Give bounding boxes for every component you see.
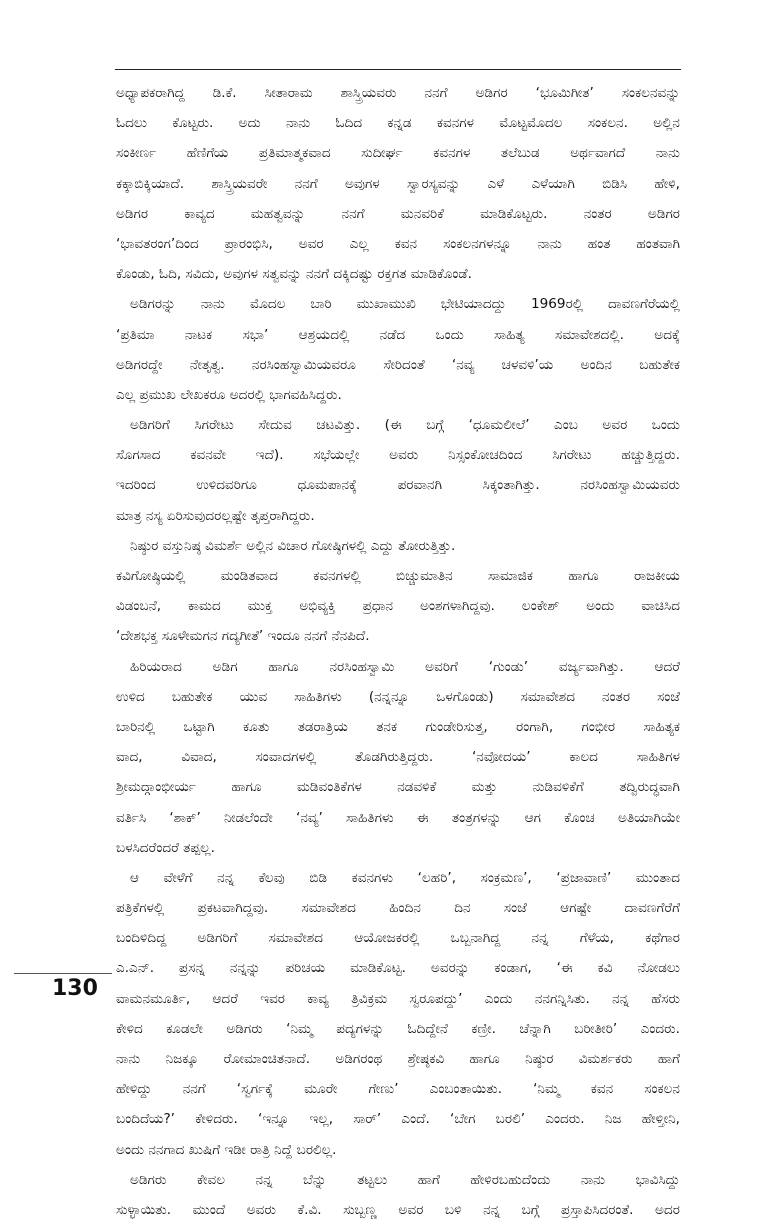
text-line: ಇದರಿಂದ ಉಳಿದವರಿಗೂ ಧೂಮಪಾನಕ್ಕೆ ಪರವಾನಗಿ ಸಿಕ್ಕಂತಾಗಿತ್ತು. ನರಸಿಂಹಸ್ವಾಮಿಯವರು [116, 477, 680, 494]
text-line: ಓದಲು ಕೊಟ್ಟರು. ಅದು ನಾನು ಓದಿದ ಕನ್ನಡ ಕವನಗಳ ಮೊಟ್ಟಮೊದಲ ಸಂಕಲನ. ಅಲ್ಲಿನ [116, 115, 680, 132]
text-line: ಸಂಕೀರ್ಣ ಹೆಣಿಗೆಯ ಪ್ರತಿಮಾತ್ಮಕವಾದ ಸುದೀರ್ಘ ಕವನಗಳ ತಲೆಬುಡ ಅರ್ಥವಾಗದೆ ನಾನು [116, 145, 680, 162]
page-number: 130 [52, 976, 98, 1001]
body-text [116, 78, 680, 1225]
text-line: ಉಳಿದ ಬಹುತೇಕ ಯುವ ಸಾಹಿತಿಗಳು (ನನ್ನನ್ನೂ ಒಳಗೊಂಡು) ಸಮಾವೇಶದ ನಂತರ ಸಂಜೆ [116, 688, 680, 705]
header-rule [115, 69, 681, 70]
text-line: ಎಲ್ಲ ಪ್ರಮುಖ ಲೇಖಕರೂ ಅದರಲ್ಲಿ ಭಾಗವಹಿಸಿದ್ದರು. [116, 386, 342, 403]
text-line: ಅಡಿಗರನ್ನು ನಾನು ಮೊದಲ ಬಾರಿ ಮುಖಾಮುಖಿ ಭೇಟಿಯಾದದ್ದು 1969ರಲ್ಲಿ ದಾವಣಗೆರೆಯಲ್ಲಿ [130, 296, 680, 313]
text-line: ವಿಡಂಬನೆ, ಕಾಮದ ಮುಕ್ತ ಅಭಿವ್ಯಕ್ತಿ ಪ್ರಧಾನ ಅಂಶಗಳಾಗಿದ್ದವು. ಲಂಕೇಶ್ ಅಂದು ವಾಚಿಸಿದ [116, 598, 680, 615]
text-line: ಕಕ್ಕಾಬಿಕ್ಕಿಯಾದೆ. ಶಾಸ್ತ್ರಿಯವರೇ ನನಗೆ ಅವುಗಳ ಸ್ವಾರಸ್ಯವನ್ನು ಎಳೆ ಎಳೆಯಾಗಿ ಬಿಡಿಸಿ ಹೇಳಿ, [116, 175, 680, 192]
text-line: ಅಡಿಗರ ಕಾವ್ಯದ ಮಹತ್ವವನ್ನು ನನಗೆ ಮನವರಿಕೆ ಮಾಡಿಕೊಟ್ಟರು. ನಂತರ ಅಡಿಗರ [116, 205, 680, 222]
text-line: ನಾನು ನಿಜಕ್ಕೂ ರೋಮಾಂಚಿತನಾದೆ. ಅಡಿಗರಂಥ ಶ್ರೇಷ್ಠಕವಿ ಹಾಗೂ ನಿಷ್ಠುರ ವಿಮರ್ಶಕರು ಹಾಗೆ [116, 1051, 680, 1067]
text-line: ಹಿರಿಯರಾದ ಅಡಿಗ ಹಾಗೂ ನರಸಿಂಹಸ್ವಾಮಿ ಅವರಿಗೆ ‘ಗುಂಡು’ ವರ್ಜ್ಯವಾಗಿತ್ತು. ಆದರೆ [130, 658, 680, 675]
text-line: ಕವಿಗೋಷ್ಠಿಯಲ್ಲಿ ಮಂಡಿತವಾದ ಕವನಗಳಲ್ಲಿ ಬಿಚ್ಚುಮಾತಿನ ಸಾಮಾಜಿಕ ಹಾಗೂ ರಾಜಕೀಯ [116, 568, 680, 584]
footer-rule [14, 973, 112, 974]
text-line: ಅಂದು ನನಗಾದ ಖುಷಿಗೆ ಇಡೀ ರಾತ್ರಿ ನಿದ್ದೆ ಬರಲಿಲ್ಲ. [116, 1141, 337, 1158]
text-line: ಅಡಿಗರಿಗೆ ಸಿಗರೇಟು ಸೇದುವ ಚಟವಿತ್ತು. (ಈ ಬಗ್ಗೆ ‘ಧೂಮಲೀಲೆ’ ಎಂಬ ಅವರ ಒಂದು [130, 417, 680, 434]
text-line: ನಿಷ್ಠುರ ವಸ್ತುನಿಷ್ಠ ವಿಮರ್ಶೆ ಅಲ್ಲಿನ ವಿಚಾರ ಗೋಷ್ಠಿಗಳಲ್ಲಿ ಎದ್ದು ತೋರುತ್ತಿತ್ತು. [130, 537, 456, 554]
text-line: ವರ್ತಿಸಿ ‘ಶಾಕ್’ ನೀಡಲೆಂದೇ ‘ನವ್ಯ’ ಸಾಹಿತಿಗಳು ಈ ತಂತ್ರಗಳನ್ನು ಆಗ ಕೊಂಚ ಅತಿಯಾಗಿಯೇ [116, 809, 680, 826]
text-line: ಕೇಳಿದ ಕೂಡಲೇ ಅಡಿಗರು ‘ನಿಮ್ಮ ಪದ್ಯಗಳನ್ನು ಓದಿದ್ದೇನೆ ಕಣ್ರೀ. ಚೆನ್ನಾಗಿ ಬರೀತೀರಿ’ ಎಂದರು. [116, 1020, 680, 1037]
text-line: ಸೊಗಸಾದ ಕವನವೇ ಇದೆ). ಸಭೆಯಲ್ಲೇ ಅವರು ನಿಸ್ಸಂಕೋಚದಿಂದ ಸಿಗರೇಟು ಹಚ್ಚುತ್ತಿದ್ದರು. [116, 447, 680, 464]
text-line: ಹೇಳಿದ್ದು ನನಗೆ ‘ಸ್ವರ್ಗಕ್ಕೆ ಮೂರೇ ಗೇಣು’ ಎಂಬಂತಾಯಿತು. ‘ನಿಮ್ಮ ಕವನ ಸಂಕಲನ [116, 1081, 680, 1098]
text-line: ವಾದ, ವಿವಾದ, ಸಂವಾದಗಳಲ್ಲಿ ತೊಡಗಿರುತ್ತಿದ್ದರು. ‘ನವೋದಯ’ ಕಾಲದ ಸಾಹಿತಿಗಳ [116, 749, 680, 766]
text-line: ಅಧ್ಯಾಪಕರಾಗಿದ್ದ ಡಿ.ಕೆ. ಸೀತಾರಾಮ ಶಾಸ್ತ್ರಿಯವರು ನನಗೆ ಅಡಿಗರ ‘ಭೂಮಿಗೀತ’ ಸಂಕಲನವನ್ನು [116, 85, 680, 101]
text-line: ಅಡಿಗರು ಕೇವಲ ನನ್ನ ಬೆನ್ನು ತಟ್ಟಲು ಹಾಗೆ ಹೇಳಿರಬಹುದೆಂದು ನಾನು ಭಾವಿಸಿದ್ದು [130, 1171, 680, 1188]
text-line: ಪತ್ರಿಕೆಗಳಲ್ಲಿ ಪ್ರಕಟವಾಗಿದ್ದವು. ಸಮಾವೇಶದ ಹಿಂದಿನ ದಿನ ಸಂಜೆ ಆಗಷ್ಟೇ ದಾವಣಗೆರೆಗೆ [116, 900, 680, 917]
text-line: ವಾಮನಮೂರ್ತಿ, ಆದರೆ ಇವರ ಕಾವ್ಯ ತ್ರಿವಿಕ್ರಮ ಸ್ವರೂಪದ್ದು’ ಎಂದು ನನಗನ್ನಿಸಿತು. ನನ್ನ ಹೆಸರು [116, 990, 680, 1007]
text-line: ಬಂದಿಳಿದಿದ್ದ ಅಡಿಗರಿಗೆ ಸಮಾವೇಶದ ಆಯೋಜಕರಲ್ಲಿ ಒಬ್ಬನಾಗಿದ್ದ ನನ್ನ ಗೆಳೆಯ, ಕಥೆಗಾರ [116, 930, 680, 947]
text-line: ಕೊಂಡು, ಓದಿ, ಸವಿದು, ಅವುಗಳ ಸತ್ವವನ್ನು ನನಗೆ ದಕ್ಕಿದಷ್ಟು ರಕ್ತಗತ ಮಾಡಿಕೊಂಡೆ. [116, 266, 472, 283]
text-line: ಎ.ಎನ್. ಪ್ರಸನ್ನ ನನ್ನನ್ನು ಪರಿಚಯ ಮಾಡಿಕೊಟ್ಟ. ಅವರನ್ನು ಕಂಡಾಗ, ‘ಈ ಕವಿ ನೋಡಲು [116, 960, 680, 977]
text-line: ‘ಪ್ರತಿಮಾ ನಾಟಕ ಸಭಾ’ ಆಶ್ರಯದಲ್ಲಿ ನಡೆದ ಒಂದು ಸಾಹಿತ್ಯ ಸಮಾವೇಶದಲ್ಲಿ. ಅದಕ್ಕೆ [116, 326, 680, 343]
text-line: ಬಾರಿನಲ್ಲಿ ಒಟ್ಟಾಗಿ ಕೂತು ತಡರಾತ್ರಿಯ ತನಕ ಗುಂಡೇರಿಸುತ್ತ, ರಂಗಾಗಿ, ಗಂಭೀರ ಸಾಹಿತ್ಯಕ [116, 718, 680, 735]
text-line: ‘ದೇಶಭಕ್ತ ಸೂಳೇಮಗನ ಗದ್ಯಗೀತೆ’ ಇಂದೂ ನನಗೆ ನೆನಪಿದೆ. [116, 628, 370, 645]
text-line: ಬಳಸಿದರೆಂದರೆ ತಪ್ಪಲ್ಲ. [116, 839, 215, 856]
text-line: ಸುಳ್ಳಾಯಿತು. ಮುಂದೆ ಅವರು ಕೆ.ವಿ. ಸುಬ್ಬಣ್ಣ ಅವರ ಬಳಿ ನನ್ನ ಬಗ್ಗೆ ಪ್ರಸ್ತಾಪಿಸಿದರಂತೆ. ಅದರ [116, 1201, 680, 1218]
text-line: ‘ಭಾವತರಂಗ’ದಿಂದ ಪ್ರಾರಂಭಿಸಿ, ಅವರ ಎಲ್ಲ ಕವನ ಸಂಕಲನಗಳನ್ನೂ ನಾನು ಹಂತ ಹಂತವಾಗಿ [116, 235, 680, 252]
text-line: ಬಂದಿದೆಯ?’ ಕೇಳಿದರು. ‘ಇನ್ನೂ ಇಲ್ಲ, ಸಾರ್’ ಎಂದೆ. ‘ಬೇಗ ಬರಲಿ’ ಎಂದರು. ನಿಜ ಹೇಳ್ತೀನಿ, [116, 1111, 680, 1128]
text-line: ಅಡಿಗರದ್ದೇ ನೇತೃತ್ವ. ನರಸಿಂಹಸ್ವಾಮಿಯವರೂ ಸೇರಿದಂತೆ ‘ನವ್ಯ ಚಳವಳಿ’ಯ ಅಂದಿನ ಬಹುತೇಕ [116, 356, 680, 373]
text-line: ಶ್ರೀಮದ್ಗಾಂಭೀರ್ಯ ಹಾಗೂ ಮಡಿವಂತಿಕೆಗಳ ನಡವಳಿಕೆ ಮತ್ತು ನುಡಿವಳಿಕೆಗೆ ತದ್ವಿರುದ್ಧವಾಗಿ [116, 779, 680, 796]
text-line: ಮಾತ್ರ ನಸ್ಯ ಏರಿಸುವುದರಲ್ಲಷ್ಟೇ ತೃಪ್ತರಾಗಿದ್ದರು. [116, 507, 315, 524]
text-line: ಆ ವೇಳೆಗೆ ನನ್ನ ಕೆಲವು ಬಿಡಿ ಕವನಗಳು ‘ಲಹರಿ’, ಸಂಕ್ರಮಣ’, ‘ಪ್ರಜಾವಾಣಿ’ ಮುಂತಾದ [130, 869, 680, 886]
